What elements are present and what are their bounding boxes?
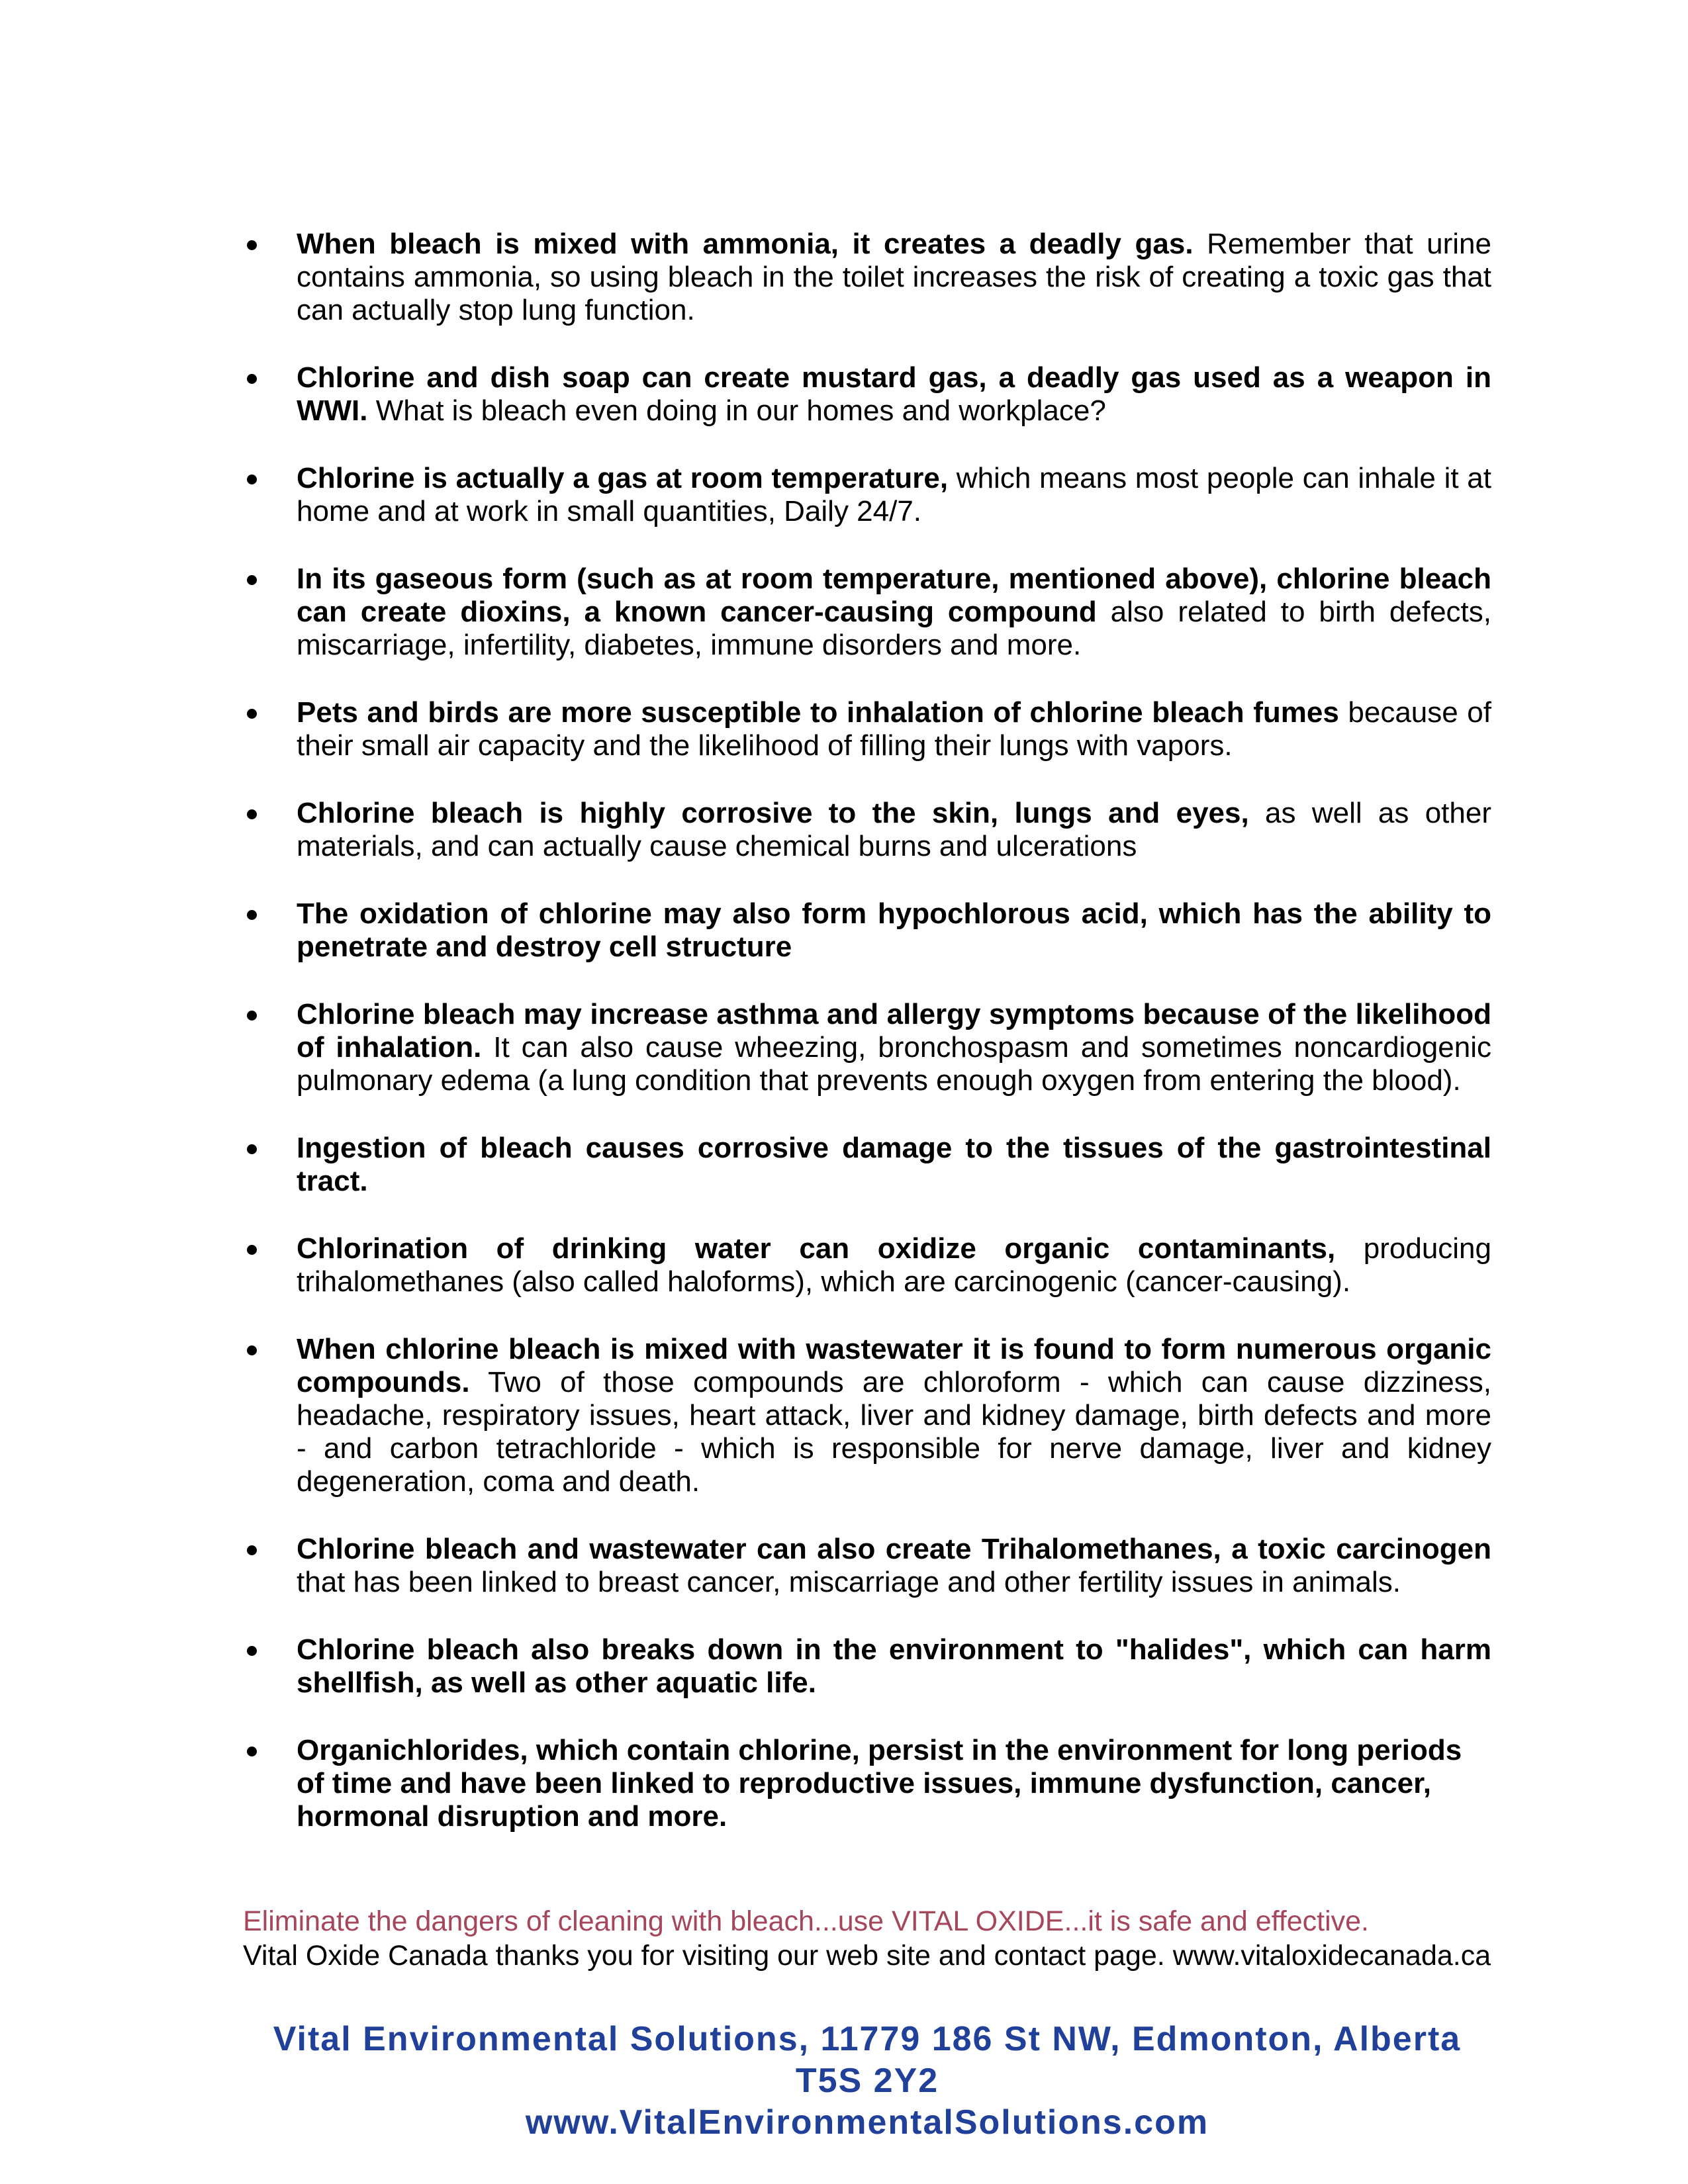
- bullet-4-bold: In its gaseous form (such as at room temperature, mentioned above), chlorine bleach can create dioxins, a known cancer-causing compound: [297, 563, 1491, 628]
- bullet-2-rest: What is bleach even doing in our homes and workplace?: [367, 394, 1106, 427]
- bullet-item-9: [297, 1132, 1491, 1198]
- bullet-item-8: [297, 998, 1491, 1097]
- bullet-3-rest: which means most people can inhale it at home and at work in small quantities, Daily 24/7.: [297, 462, 1491, 527]
- bullet-12-rest: that has been linked to breast cancer, miscarriage and other fertility issues in animals.: [297, 1566, 1401, 1598]
- bullet-item-12: [297, 1533, 1491, 1599]
- bullet-9-bold: Ingestion of bleach causes corrosive damage to the tissues of the gastrointestinal tract.: [297, 1132, 1491, 1197]
- bullet-item-5: [297, 696, 1491, 762]
- promo-line: Eliminate the dangers of cleaning with bleach...use VITAL OXIDE...it is safe and effective.: [243, 1905, 1369, 1937]
- bullet-1-bold: When bleach is mixed with ammonia, it creates a deadly gas.: [297, 228, 1194, 260]
- bullet-6-bold: Chlorine bleach is highly corrosive to the skin, lungs and eyes,: [297, 797, 1249, 829]
- bullet-item-3: [297, 462, 1491, 528]
- bullet-8-bold: Chlorine bleach may increase asthma and allergy symptoms because of the likelihood of inhalation.: [297, 998, 1491, 1064]
- bullet-item-4: [297, 563, 1491, 662]
- footer-note: [243, 1904, 1534, 1973]
- bullet-item-6: [297, 797, 1491, 863]
- company-footer: [243, 2019, 1491, 2144]
- bullet-item-13: [297, 1633, 1491, 1700]
- bullet-7-bold: The oxidation of chlorine may also form hypochlorous acid, which has the ability to penetrate and destroy cell structure: [297, 897, 1491, 963]
- bullet-10-bold: Chlorination of drinking water can oxidize organic contaminants,: [297, 1232, 1336, 1265]
- bullet-3-bold: Chlorine is actually a gas at room temperature,: [297, 462, 949, 494]
- bullet-4-rest: also related to birth defects, miscarriage, infertility, diabetes, immune disorders and more.: [297, 596, 1492, 661]
- bullet-5-bold: Pets and birds are more susceptible to inhalation of chlorine bleach fumes: [297, 696, 1339, 729]
- bullet-11-bold: When chlorine bleach is mixed with wastewater it is found to form numerous organic compounds.: [297, 1333, 1491, 1398]
- bullet-item-10: [297, 1232, 1491, 1298]
- bullet-item-2: [297, 361, 1491, 428]
- bullet-item-14: [297, 1734, 1491, 1833]
- bullet-12-bold: Chlorine bleach and wastewater can also create Trihalomethanes, a toxic carcinogen: [297, 1533, 1491, 1565]
- bullet-item-7: [297, 897, 1491, 964]
- bullet-10-rest: producing trihalomethanes (also called haloforms), which are carcinogenic (cancer-causing).: [297, 1232, 1491, 1298]
- bullet-list: [297, 228, 1491, 1868]
- company-address-line: Vital Environmental Solutions, 11779 186 St NW, Edmonton, Alberta T5S 2Y2: [273, 2020, 1462, 2100]
- bullet-item-1: [297, 228, 1491, 327]
- bullet-13-bold: Chlorine bleach also breaks down in the environment to "halides", which can harm shellfish, as well as other aquatic life.: [297, 1633, 1491, 1699]
- bullet-11-rest: Two of those compounds are chloroform - which can cause dizziness, headache, respiratory issues, heart attack, liver and kidney damage, birth defects and more - and carbon tetrachloride - which is responsible for nerve damage, liver and kidney degeneration, coma and death.: [297, 1366, 1491, 1498]
- bullet-2-bold: Chlorine and dish soap can create mustard gas, a deadly gas used as a weapon in WWI.: [297, 361, 1491, 427]
- bullet-5-rest: because of their small air capacity and the likelihood of filling their lungs with vapors.: [297, 696, 1491, 762]
- bullet-item-11: [297, 1333, 1491, 1498]
- bullet-14-bold: Organichlorides, which contain chlorine, persist in the environment for long periods of time and have been linked to reproductive issues, immune dysfunction, cancer, hormonal disruption and more.: [297, 1734, 1462, 1833]
- thanks-line: Vital Oxide Canada thanks you for visiting our web site and contact page. www.vitaloxidecanada.ca: [243, 1940, 1491, 1972]
- bullet-8-rest: It can also cause wheezing, bronchospasm and sometimes noncardiogenic pulmonary edema (a lung condition that prevents enough oxygen from entering the blood).: [297, 1031, 1491, 1097]
- bullet-1-rest: Remember that urine contains ammonia, so using bleach in the toilet increases the risk of creating a toxic gas that can actually stop lung function.: [297, 228, 1491, 326]
- bullet-6-rest: as well as other materials, and can actually cause chemical burns and ulcerations: [297, 797, 1491, 862]
- company-website-line: www.VitalEnvironmentalSolutions.com: [525, 2103, 1209, 2142]
